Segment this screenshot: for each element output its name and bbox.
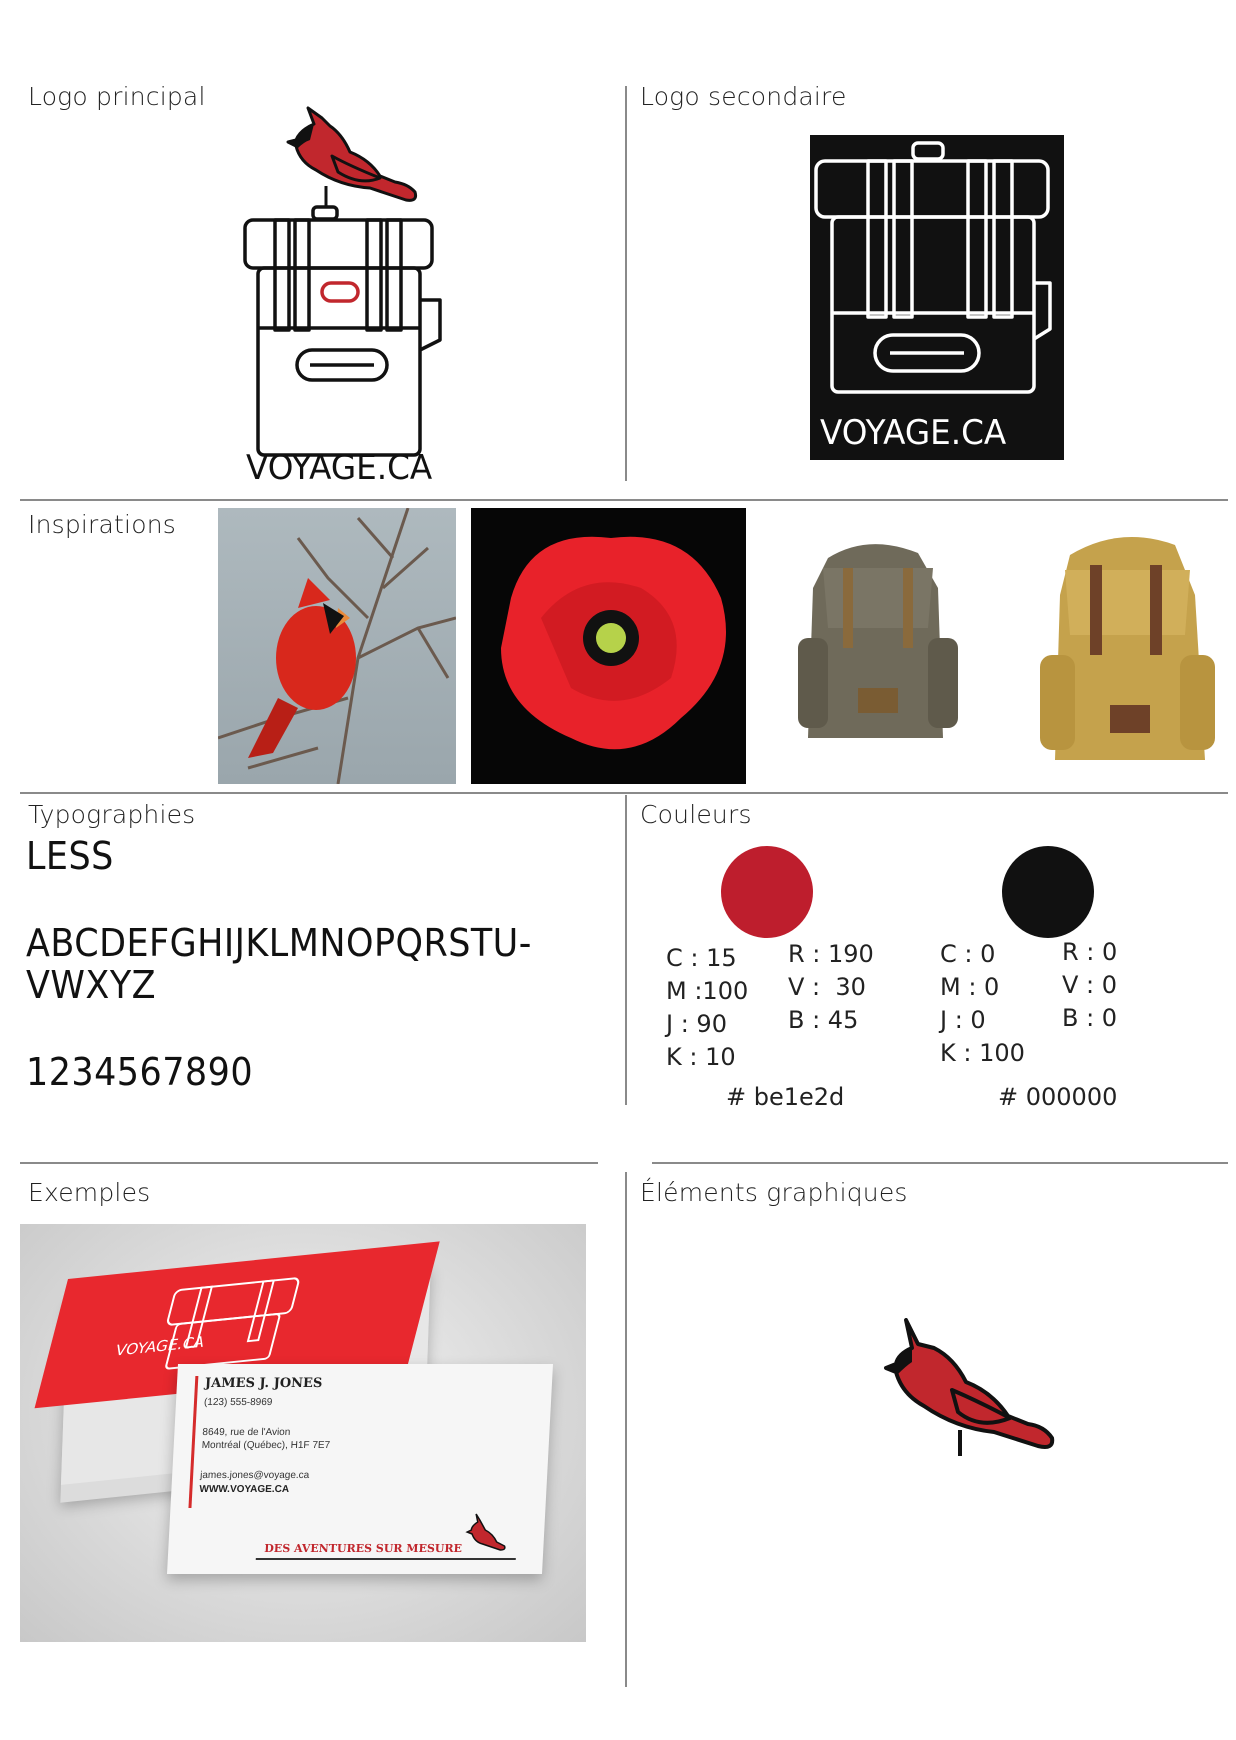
red-k: K : 10 (666, 1043, 736, 1071)
card-front (167, 1364, 553, 1574)
section-title-logo-secondaire: Logo secondaire (640, 82, 847, 111)
section-title-elements-graphiques: Éléments graphiques (640, 1178, 908, 1207)
color-swatch-black (1002, 846, 1094, 938)
red-m: M :100 (666, 977, 749, 1005)
section-title-logo-principal: Logo principal (28, 82, 206, 111)
red-c: C : 15 (666, 944, 737, 972)
font-name: LESS (26, 834, 114, 878)
red-j: J : 90 (666, 1010, 727, 1038)
black-b: B : 0 (1062, 1004, 1118, 1032)
graphic-element-cardinal (868, 1318, 1068, 1508)
primary-logo-wordmark: VOYAGE.CA (246, 448, 433, 488)
backpack-icon (245, 207, 440, 455)
card-phone: (123) 555-8969 (203, 1397, 273, 1408)
backpack-photo-tan (1025, 515, 1225, 785)
red-r: R : 190 (788, 940, 874, 968)
card-address-1: 8649, rue de l'Avion (202, 1427, 291, 1438)
color-swatch-red (721, 846, 813, 938)
divider-vertical-bottom (625, 1172, 627, 1687)
black-cmjk (940, 938, 1025, 1070)
card-underline (256, 1558, 516, 1560)
black-r: R : 0 (1062, 938, 1118, 966)
cardinal-icon (288, 108, 416, 208)
red-rvb (788, 938, 874, 1037)
section-title-couleurs: Couleurs (640, 800, 752, 829)
card-cardinal-icon (464, 1512, 514, 1556)
divider-vertical-top (625, 86, 627, 481)
divider-vertical-middle (625, 795, 627, 1105)
backpack-icon-inverted (816, 143, 1050, 392)
divider-horizontal-3-left (20, 1162, 598, 1164)
red-v: V : 30 (788, 973, 866, 1001)
cardinal-photo (218, 508, 456, 784)
divider-horizontal-2 (20, 792, 1228, 794)
black-rvb (1062, 936, 1117, 1035)
cardinal-icon-large (886, 1320, 1052, 1456)
secondary-logo (810, 135, 1064, 460)
black-j: J : 0 (940, 1006, 986, 1034)
card-email: james.jones@voyage.ca (199, 1470, 310, 1481)
divider-horizontal-1 (20, 499, 1228, 501)
black-k: K : 100 (940, 1039, 1025, 1067)
section-title-typographies: Typographies (28, 800, 196, 829)
business-card-mockup (20, 1224, 586, 1642)
secondary-logo-wordmark: VOYAGE.CA (820, 413, 1007, 453)
card-accent-bar (188, 1376, 198, 1508)
poppy-photo (471, 508, 746, 784)
card-back-wordmark: VOYAGE.CA (113, 1332, 207, 1360)
section-title-inspirations: Inspirations (28, 510, 176, 539)
black-hex: # 000000 (998, 1083, 1118, 1111)
card-address-2: Montréal (Québec), H1F 7E7 (201, 1440, 331, 1451)
backpack-photo-grey (768, 508, 983, 784)
black-m: M : 0 (940, 973, 1000, 1001)
section-title-exemples: Exemples (28, 1178, 151, 1207)
card-name: JAMES J. JONES (204, 1376, 323, 1391)
red-hex: # be1e2d (726, 1083, 845, 1111)
font-digits: 1234567890 (26, 1050, 254, 1094)
black-v: V : 0 (1062, 971, 1118, 999)
primary-logo (230, 100, 480, 480)
font-alphabet-line2: VWXYZ (26, 963, 157, 1007)
red-b: B : 45 (788, 1006, 859, 1034)
card-tagline: DES AVENTURES SUR MESURE (263, 1542, 463, 1555)
red-cmjk (666, 942, 748, 1074)
card-website: WWW.VOYAGE.CA (199, 1484, 290, 1495)
divider-horizontal-3-right (652, 1162, 1228, 1164)
font-alphabet-line1: ABCDEFGHIJKLMNOPQRSTU- (26, 921, 532, 965)
black-c: C : 0 (940, 940, 996, 968)
